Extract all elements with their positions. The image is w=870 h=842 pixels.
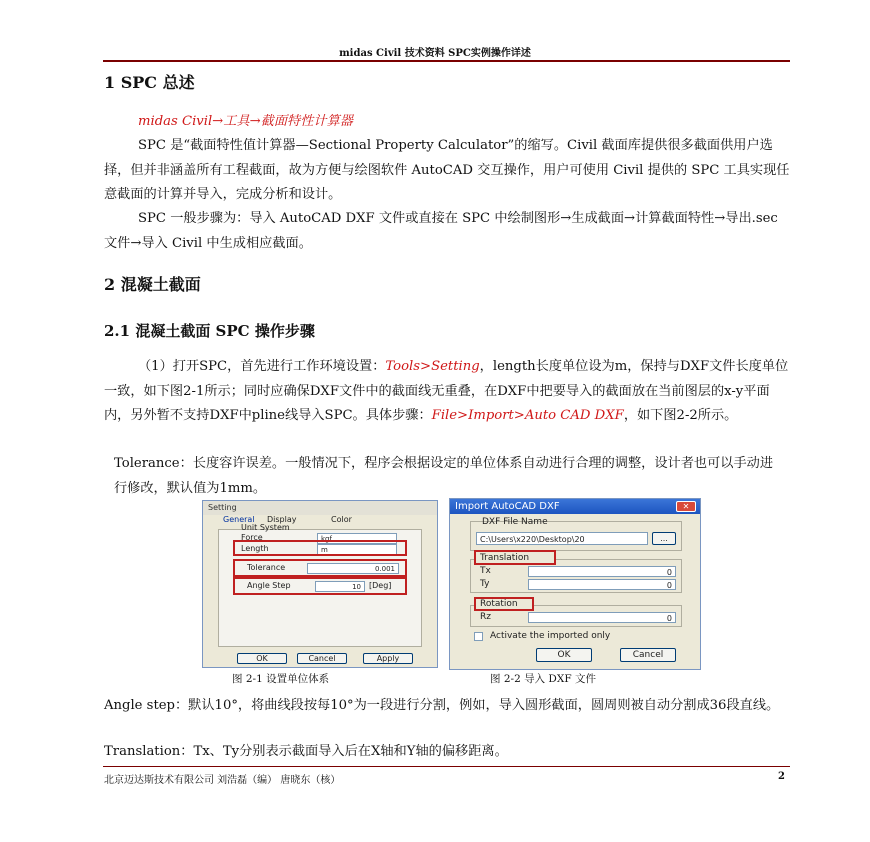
menu-file-import: File>Import>Auto CAD DXF xyxy=(431,408,624,423)
setting-title: Setting xyxy=(203,501,437,515)
angle-step-label: Angle Step xyxy=(247,581,291,590)
length-highlight xyxy=(233,540,407,556)
activate-checkbox[interactable] xyxy=(474,632,483,641)
page-number: 2 xyxy=(778,771,785,782)
rotation-label: Rotation xyxy=(480,599,518,609)
section-1-title: 1 SPC 总述 xyxy=(104,73,195,92)
length-label: Length xyxy=(241,544,269,553)
footer-rule xyxy=(103,766,790,767)
import-ok-button[interactable]: OK xyxy=(536,648,592,662)
footer-authors: 北京迈达斯技术有限公司 刘浩磊（编） 唐晓东（核） xyxy=(104,775,341,786)
tx-label: Tx xyxy=(480,566,491,576)
activate-label: Activate the imported only xyxy=(490,631,611,641)
paragraph-step-1 xyxy=(104,355,790,429)
browse-button[interactable]: ... xyxy=(652,532,676,545)
paragraph-tolerance xyxy=(114,452,782,501)
force-select[interactable]: kgf xyxy=(317,533,397,544)
angle-highlight xyxy=(233,577,407,595)
setting-cancel-button[interactable]: Cancel xyxy=(297,653,347,664)
import-title: Import AutoCAD DXF xyxy=(450,499,700,514)
section-2-title: 2 混凝土截面 xyxy=(104,275,201,294)
page-header: midas Civil 技术资料 SPC实例操作详述 xyxy=(339,48,531,59)
tab-general[interactable]: General xyxy=(223,515,255,524)
rz-label: Rz xyxy=(480,612,491,622)
paragraph-steps: SPC 一般步骤为：导入 AutoCAD DXF 文件或直接在 SPC 中绘制图形→生成截面→计算截面特性→导出.sec 文件→导入 Civil 中生成相应截面。 xyxy=(104,211,778,251)
force-label: Force xyxy=(241,533,263,542)
step1-text-b: ，length长度单位设为m，保持与DXF文件长度单位一致，如下图2-1所示；同时应确保DXF文件中的截面线无重叠，在DXF中把要导入的截面放在当前图层的x-y平面内，另外暂不支持DXF中pline线导入SPC。具体步骤： xyxy=(104,359,789,423)
tolerance-input[interactable]: 0.001 xyxy=(307,563,399,574)
tolerance-label: Tolerance xyxy=(247,563,286,572)
tab-display[interactable]: Display xyxy=(267,515,297,524)
angle-unit: [Deg] xyxy=(369,581,392,590)
setting-apply-button[interactable]: Apply xyxy=(363,653,413,664)
dxf-file-label: DXF File Name xyxy=(482,517,548,527)
tolerance-text: Tolerance：长度容许误差。一般情况下，程序会根据设定的单位体系自动进行合理的调整，设计者也可以手动进行修改，默认值为1mm。 xyxy=(114,456,774,496)
figure-2-1-caption: 图 2-1 设置单位体系 xyxy=(232,673,330,685)
figure-2-2-caption: 图 2-2 导入 DXF 文件 xyxy=(490,673,596,685)
step1-text-c: ，如下图2-2所示。 xyxy=(623,408,738,423)
tab-color[interactable]: Color xyxy=(331,515,352,524)
translation-label: Translation xyxy=(480,553,530,563)
close-icon[interactable]: ✕ xyxy=(676,501,696,512)
angle-step-input[interactable]: 10 xyxy=(315,581,365,592)
step1-text-a: （1）打开SPC，首先进行工作环境设置： xyxy=(138,359,386,374)
menu-tools-setting: Tools>Setting xyxy=(385,359,480,374)
import-dxf-dialog xyxy=(449,498,701,670)
ty-input[interactable]: 0 xyxy=(528,579,676,590)
menu-path: midas Civil→工具→截面特性计算器 xyxy=(138,114,353,129)
paragraph-translation: Translation：Tx、Ty分别表示截面导入后在X轴和Y轴的偏移距离。 xyxy=(104,744,508,759)
rz-input[interactable]: 0 xyxy=(528,612,676,623)
setting-dialog xyxy=(202,500,438,668)
setting-ok-button[interactable]: OK xyxy=(237,653,287,664)
paragraph-angle-step: Angle step：默认10°，将曲线段按每10°为一段进行分割，例如，导入圆形截面，圆周则被自动分割成36段直线。 xyxy=(104,698,780,713)
unit-system-label: Unit System xyxy=(241,523,290,532)
ty-label: Ty xyxy=(480,579,490,589)
dxf-file-path-input[interactable]: C:\Users\x220\Desktop\20 xyxy=(476,532,648,545)
tolerance-highlight xyxy=(233,559,407,577)
paragraph-intro: SPC 是“截面特性值计算器—Sectional Property Calculator”的缩写。Civil 截面库提供很多截面供用户选择，但并非涵盖所有工程截面，故为方便与绘图软件 AutoCAD 交互操作，用户可使用 Civil 提供的 SPC 工具实现任意截面的计算并导入，完成分析和设计。 xyxy=(104,138,790,202)
section-2-1-title: 2.1 混凝土截面 SPC 操作步骤 xyxy=(104,322,315,340)
header-rule xyxy=(103,60,790,62)
tx-input[interactable]: 0 xyxy=(528,566,676,577)
length-select[interactable]: m xyxy=(317,544,397,555)
import-cancel-button[interactable]: Cancel xyxy=(620,648,676,662)
